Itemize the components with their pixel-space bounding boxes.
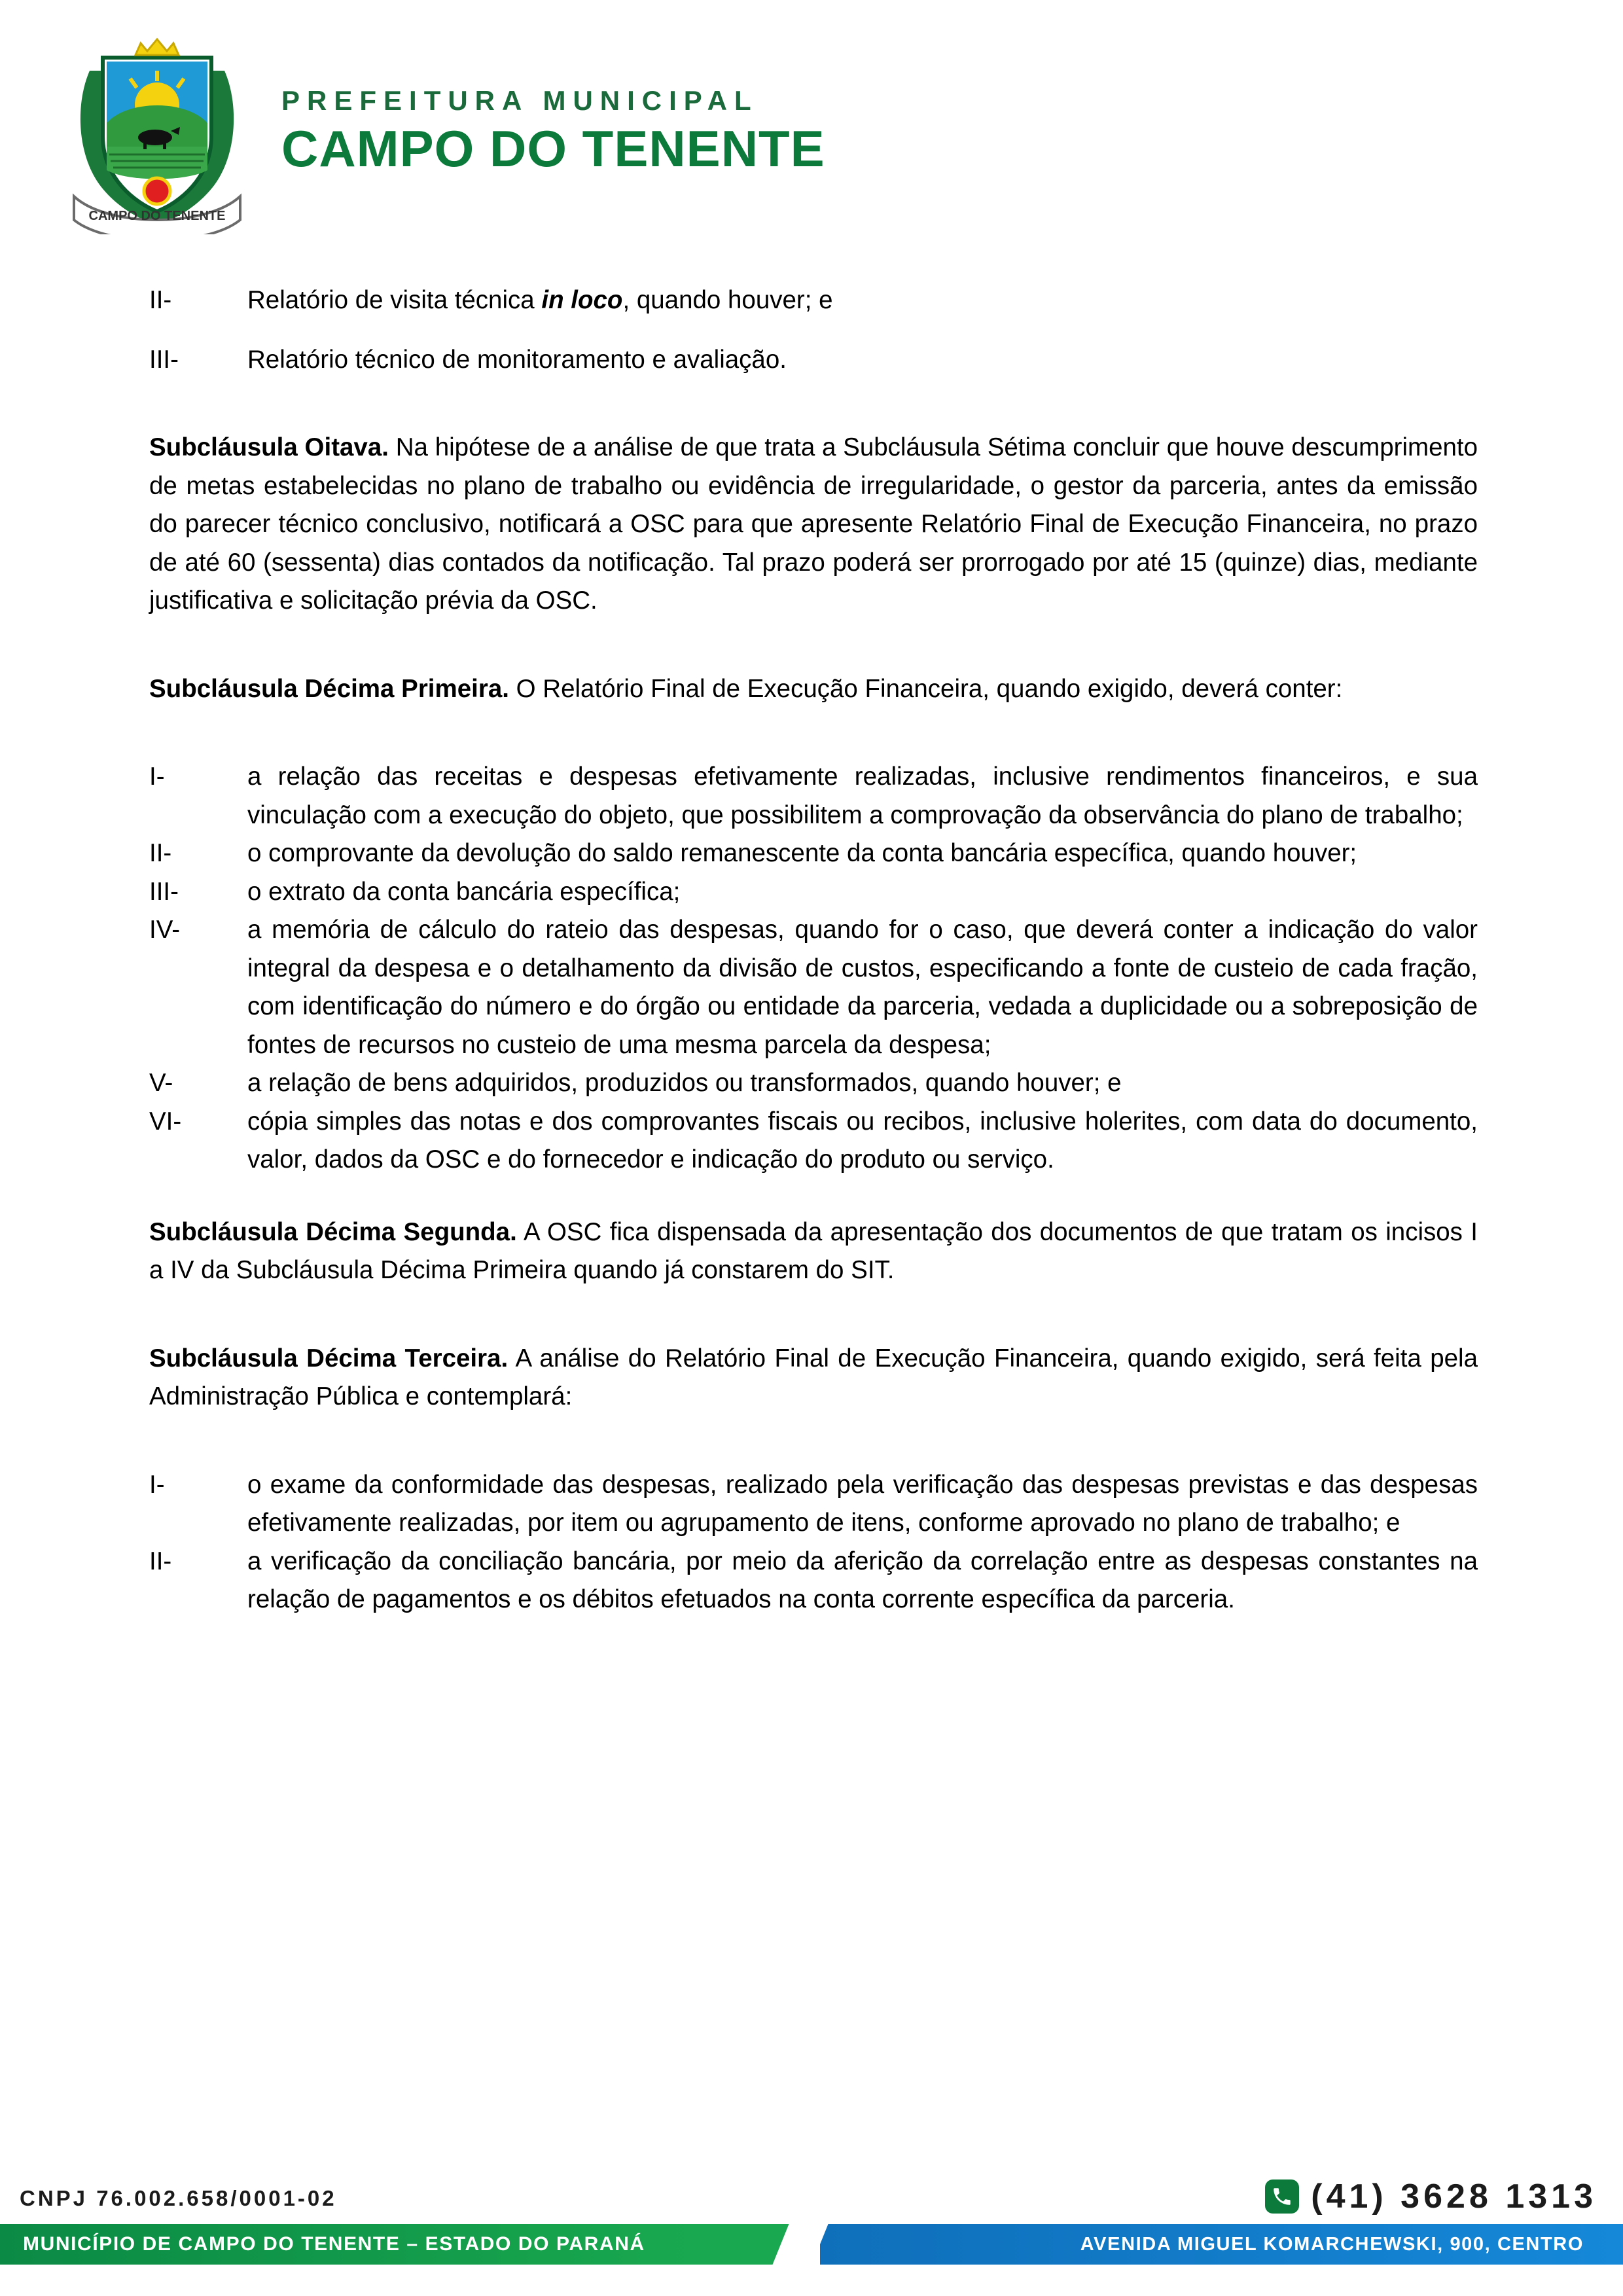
subclausula-oitava-text: Na hipótese de a análise de que trata a Subcláusula Sétima concluir que houve descumprimento de metas estabelecidas no plano de trabalho ou evidência de irregularidade, o gestor da parceria, antes da emissão do parecer técnico conclusivo, notificará a OSC para que apresente Relatório Final de Execução Financeira, no prazo de até 60 (sessenta) dias contados da notificação. Tal prazo poderá ser prorrogado por até 15 (quinze) dias, mediante justificativa e solicitação prévia da OSC. — [149, 433, 1478, 615]
spacer — [149, 1437, 1478, 1466]
item-number: VI- — [149, 1107, 182, 1136]
item-text: o comprovante da devolução do saldo remanescente da conta bancária específica, quando houver; — [247, 839, 1357, 868]
prefeitura-label: PREFEITURA MUNICIPAL — [281, 85, 758, 116]
item-text: a relação das receitas e despesas efetivamente realizadas, inclusive rendimentos financeiros, e sua vinculação com a execução do objeto, que possibilitem a comprovação da observância do plano de trabalho; — [247, 762, 1478, 829]
subclausula-oitava-label: Subcláusula Oitava. — [149, 433, 389, 462]
crest-motto-text: CAMPO DO TENENTE — [88, 209, 226, 223]
item-text: o extrato da conta bancária específica; — [247, 877, 681, 906]
phone-number: (41) 3628 1313 — [1311, 2178, 1597, 2215]
list-item — [149, 281, 1478, 320]
paragraph-subclausula-decima-segunda — [149, 1213, 1478, 1290]
list-item — [149, 834, 1478, 873]
list-item — [149, 1466, 1478, 1543]
item-text-italic: in loco — [541, 286, 623, 314]
item-text: cópia simples das notas e dos comprovantes fiscais ou recibos, inclusive holerites, com data do documento, valor, dados da OSC e do fornecedor e indicação do produto ou serviço. — [247, 1107, 1478, 1174]
item-number: V- — [149, 1069, 173, 1098]
footer-bars — [0, 2224, 1623, 2265]
footer-phone — [1265, 2177, 1597, 2216]
paragraph-subclausula-decima-terceira — [149, 1340, 1478, 1416]
item-number: III- — [149, 345, 179, 374]
page-footer — [0, 2132, 1623, 2296]
item-text: a verificação da conciliação bancária, por meio da aferição da correlação entre as despesas constantes na relação de pagamentos e os débitos efetuados na conta corrente específica da parceria. — [247, 1547, 1478, 1614]
spacer — [149, 400, 1478, 429]
subclausula-decima-terceira-label: Subcláusula Décima Terceira. — [149, 1344, 508, 1372]
list-item — [149, 873, 1478, 912]
footer-municipality-bar — [0, 2224, 795, 2265]
spacer — [149, 1311, 1478, 1340]
subclausula-decima-terceira-text: A análise do Relatório Final de Execução Financeira, quando exigido, será feita pela Administração Pública e contemplará: — [149, 1344, 1478, 1411]
municipality-name: CAMPO DO TENENTE — [281, 120, 825, 177]
page-header — [0, 0, 1623, 262]
item-text: a relação de bens adquiridos, produzidos ou transformados, quando houver; e — [247, 1069, 1122, 1098]
footer-address-bar — [820, 2224, 1623, 2265]
subclausula-decima-primeira-text: O Relatório Final de Execução Financeira, quando exigido, deverá conter: — [508, 674, 1343, 703]
item-number: IV- — [149, 916, 181, 944]
list-item — [149, 1103, 1478, 1179]
phone-icon — [1265, 2179, 1299, 2214]
list-item — [149, 758, 1478, 834]
item-number: III- — [149, 877, 179, 906]
subclausula-decima-segunda-label: Subcláusula Décima Segunda. — [149, 1217, 517, 1246]
item-number: II- — [149, 1547, 172, 1575]
footer-municipality-text: MUNICÍPIO DE CAMPO DO TENENTE – ESTADO DO PARANÁ — [23, 2233, 645, 2255]
spacer — [149, 641, 1478, 670]
footer-cnpj: CNPJ 76.002.658/0001-02 — [20, 2186, 337, 2210]
subclausula-decima-segunda-text: A OSC fica dispensada da apresentação dos documentos de que tratam os incisos I a IV da Subcláusula Décima Primeira quando já constarem do SIT. — [149, 1217, 1478, 1285]
list-item — [149, 1064, 1478, 1103]
item-text: Relatório técnico de monitoramento e avaliação. — [247, 345, 787, 374]
list-item — [149, 911, 1478, 1064]
paragraph-subclausula-decima-primeira — [149, 670, 1478, 709]
item-text: o exame da conformidade das despesas, realizado pela verificação das despesas previstas e das despesas efetivamente realizadas, por item ou agrupamento de itens, conforme aprovado no plano de trabalho; e — [247, 1470, 1478, 1537]
spacer — [149, 1179, 1478, 1213]
item-text-after: , quando houver; e — [622, 286, 833, 314]
coat-of-arms-logo — [62, 31, 252, 234]
spacer — [149, 729, 1478, 758]
item-number: II- — [149, 839, 172, 868]
header-wordmark — [281, 85, 825, 177]
document-body — [149, 281, 1478, 1619]
list-item — [149, 1543, 1478, 1619]
list-item — [149, 341, 1478, 380]
item-text: a memória de cálculo do rateio das despesas, quando for o caso, que deverá conter a indicação do valor integral da despesa e o detalhamento da divisão de custos, especificando a fonte de custeio de cada fração, com identificação do número e do órgão ou entidade da parceria, vedada a duplicidade ou a sobreposição de fontes de recursos no custeio de uma mesma parcela da despesa; — [247, 916, 1478, 1059]
item-number: II- — [149, 286, 172, 314]
item-text-before: Relatório de visita técnica — [247, 286, 542, 314]
item-number: I- — [149, 762, 165, 791]
item-number: I- — [149, 1470, 165, 1499]
item-text — [247, 281, 1478, 320]
paragraph-subclausula-oitava — [149, 429, 1478, 620]
subclausula-decima-primeira-label: Subcláusula Décima Primeira. — [149, 674, 509, 703]
footer-address-text: AVENIDA MIGUEL KOMARCHEWSKI, 900, CENTRO — [1080, 2233, 1584, 2255]
